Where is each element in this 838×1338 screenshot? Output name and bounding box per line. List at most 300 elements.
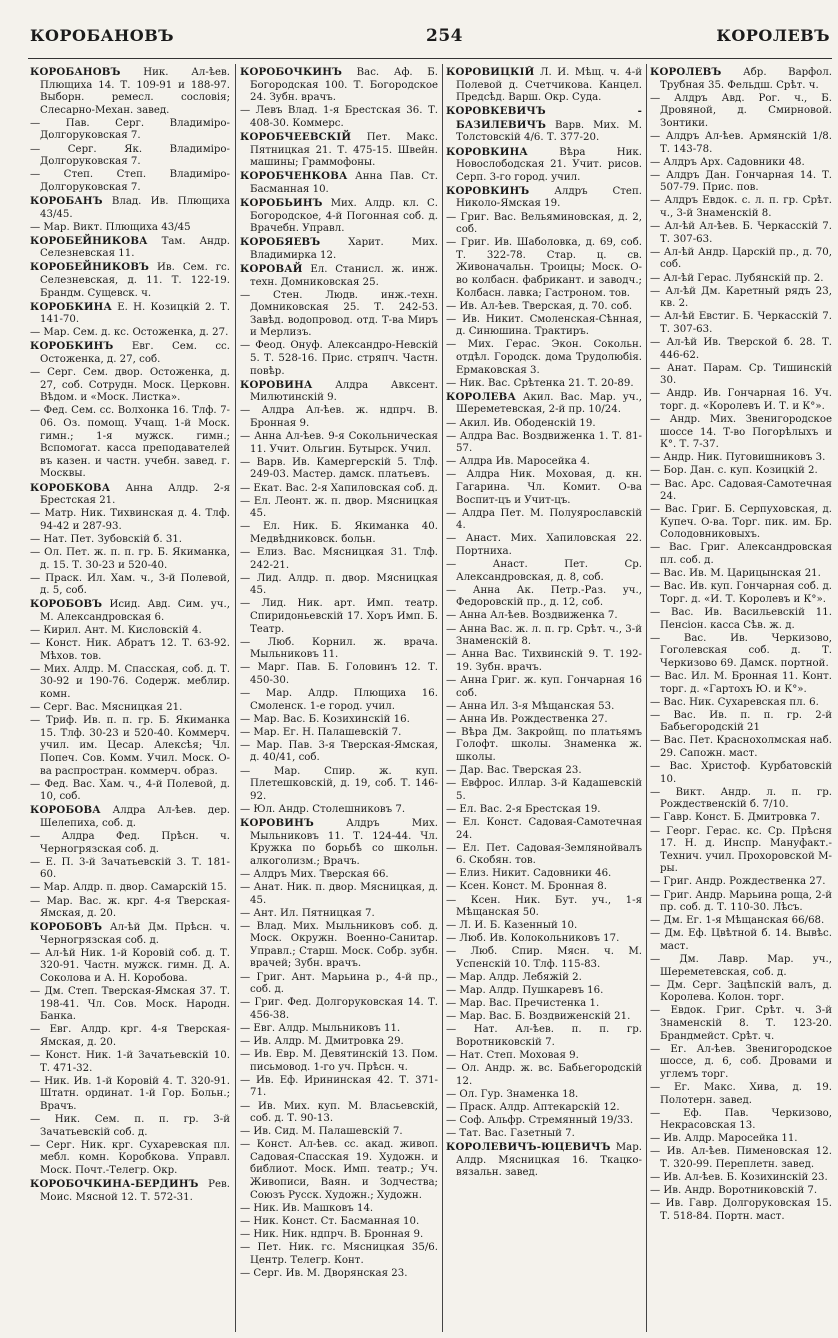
entry-text: — Андр. Ник. Пуговишниковъ 3. bbox=[650, 452, 826, 464]
entry-line bbox=[446, 1024, 642, 1049]
entry-text: — Ив. Андр. Воротниковскій 7. bbox=[650, 1185, 818, 1197]
entry-line bbox=[650, 812, 832, 825]
entry-line bbox=[650, 671, 832, 696]
entry-text: — Дм. Серг. Зацѣпскій валъ, д. Королева. Колон. торг. bbox=[650, 979, 832, 1004]
entry-line bbox=[240, 688, 438, 713]
entry-text: — Л. И. Б. Казенный 10. bbox=[446, 920, 578, 932]
entry-line bbox=[650, 452, 832, 465]
entry-line bbox=[240, 1036, 438, 1049]
entry-text: — Пав. Серг. Владиміро-Долгоруковская 7. bbox=[30, 117, 230, 142]
entry-line bbox=[240, 547, 438, 572]
entry-text: Алдръ Степ. Николо-Ямская 19. bbox=[456, 185, 642, 210]
entry-line bbox=[650, 247, 832, 272]
entry-text: — Серг. Ив. М. Дворянская 23. bbox=[240, 1267, 408, 1279]
entry-surname-heading bbox=[30, 340, 230, 366]
header-rule bbox=[28, 58, 832, 59]
entry-line bbox=[650, 826, 832, 876]
entry-text: — Ив. Алдр. М. Дмитровка 29. bbox=[240, 1036, 404, 1048]
entry-surname-heading bbox=[240, 263, 438, 289]
entry-line bbox=[650, 915, 832, 928]
entry-text: — Алдра Фед. Прѣсн. ч. Черногрязская соб. д. bbox=[30, 831, 230, 855]
entry-line bbox=[30, 222, 230, 235]
entry-surname-heading bbox=[30, 66, 230, 117]
entry-text: — Викт. Андр. л. п. гр. Рождественскій б. 7/10. bbox=[650, 786, 832, 811]
column-separator bbox=[235, 64, 236, 1332]
surname: КОРОБОВЪ bbox=[30, 598, 103, 611]
entry-line bbox=[650, 980, 832, 1005]
entry-line bbox=[240, 340, 438, 378]
entry-text: — Мар. Вас. Б. Воздвиженскій 21. bbox=[446, 1011, 631, 1023]
entry-text: — Алдръ Авд. Рог. ч., Б. Дровяной, д. Смирновой. Зонтики. bbox=[650, 92, 832, 129]
entry-line bbox=[240, 804, 438, 817]
entry-line bbox=[30, 327, 230, 340]
entry-line bbox=[30, 508, 230, 533]
entry-text: — Кирил. Ант. М. Кисловскій 4. bbox=[30, 625, 202, 637]
entry-text: — Анна Ал-ѣев. Воздвиженка 7. bbox=[446, 610, 618, 622]
entry-line bbox=[650, 157, 832, 170]
entry-text: — Елиз. Никит. Садовники 46. bbox=[446, 868, 612, 880]
entry-line bbox=[30, 715, 230, 778]
entry-text: Абр. Варфол. Трубная 35. Фельдш. Срѣт. ч. bbox=[660, 67, 832, 91]
entry-text: — Дм. Лавр. Мар. уч., Шереметевская, соб. д. bbox=[650, 953, 832, 978]
entry-line bbox=[650, 195, 832, 220]
entry-text: — Ал-ѣй Евстиг. Б. Черкасскій 7. Т. 307-63. bbox=[650, 311, 832, 335]
directory-column-3 bbox=[446, 66, 642, 1328]
entry-text: — Анат. Парам. Ср. Тишинскій 30. bbox=[650, 362, 832, 387]
entry-text: — Евг. Алдр. крг. 4-я Тверская-Ямская, д. 20. bbox=[30, 1024, 230, 1049]
entry-text: Пет. Макс. Пятницкая 21. Т. 475-15. Швейн. машины; Граммофоны. bbox=[250, 131, 438, 169]
surname: КОРОБАНОВЪ bbox=[30, 66, 121, 78]
entry-text: — Вас. Пет. Краснохолмская наб. 29. Сапожн. маст. bbox=[650, 735, 832, 759]
entry-text: — Алдръ Мих. Тверская 66. bbox=[240, 868, 389, 880]
entry-line bbox=[30, 702, 230, 715]
entry-line bbox=[240, 1075, 438, 1100]
entry-text: Варв. Мих. М. Толстовскій 4/6. Т. 377-20. bbox=[456, 119, 642, 144]
entry-text: — Ник. Ив. Машковъ 14. bbox=[240, 1202, 374, 1214]
entry-text: — Ал-ѣй Герас. Лубянскій пр. 2. bbox=[650, 272, 824, 284]
entry-text: Исид. Авд. Сим. уч., М. Александровская 6. bbox=[40, 599, 230, 623]
entry-line bbox=[240, 1216, 438, 1229]
entry-line bbox=[240, 882, 438, 907]
entry-text: — Триф. Ив. п. п. гр. Б. Якиманка 15. Тлф. 30-23 и 520-40. Коммерч. учил. им. Цесар. Алексѣя; Чл. Попеч. Сов. Комм. Учил. Моск. О-ва распростран. коммерч. образ. bbox=[30, 715, 230, 777]
entry-text: — Ник. Ив. 1-й Коровій 4. Т. 320-91. Штатн. ординат. 1-й Гор. Больн.; Врачъ. bbox=[30, 1075, 230, 1112]
entry-text: — Лид. Ник. арт. Имп. театр. Спиридоньевскій 17. Хоръ Имп. Б. Театр. bbox=[240, 598, 438, 635]
entry-line bbox=[446, 508, 642, 533]
entry-text: — Фед. Сем. сс. Волхонка 16. Тлф. 7-06. Оз. помощ. Учащ. 1-й Моск. гимн.; 1-я мужск. гимн.; Вспомогат. касса преподавателей въ казен. и частн. учебн. завед. г. Москвы. bbox=[30, 405, 230, 480]
entry-surname-heading bbox=[240, 170, 438, 196]
surname: КОРОБОЧКИНА-БЕРДИНЪ bbox=[30, 1178, 199, 1191]
entry-line bbox=[446, 868, 642, 881]
entry-text: — Люб. Ив. Колокольниковъ 17. bbox=[446, 933, 620, 945]
entry-text: — Люб. Спир. Мясн. ч. М. Успенскій 10. Тлф. 115-83. bbox=[446, 946, 642, 970]
entry-surname-heading bbox=[240, 379, 438, 405]
entry-line bbox=[650, 221, 832, 246]
entry-text: — Гавр. Конст. Б. Дмитровка 7. bbox=[650, 812, 820, 824]
entry-text: — Евдок. Григ. Срѣт. ч. 3-й Знаменскій 8. Т. 123-20. Брандмейст. Срѣт. ч. bbox=[650, 1005, 832, 1042]
entry-line bbox=[650, 697, 832, 710]
entry-line bbox=[446, 1089, 642, 1102]
entry-text: — Вас. Ив. М. Царицынская 21. bbox=[650, 568, 821, 580]
entry-line bbox=[650, 710, 832, 735]
entry-text: — Анаст. Мих. Хапиловская 22. Портниха. bbox=[446, 533, 642, 557]
surname: КОРОБЕЙНИКОВА bbox=[30, 234, 148, 247]
entry-text: — Григ. Ант. Марьина р., 4-й пр., соб. д. bbox=[240, 971, 438, 996]
entry-line bbox=[30, 405, 230, 481]
entry-text: — Григ. Вас. Вельяминовская, д. 2, соб. bbox=[446, 211, 642, 236]
entry-text: — Ник. Ник. ндпрч. В. Бронная 9. bbox=[240, 1228, 424, 1240]
entry-text: Акил. Вас. Мар. уч., Шереметевская, 2-й пр. 10/24. bbox=[456, 391, 642, 416]
entry-text: — Левъ Влад. 1-я Брестская 36. Т. 408-30. Коммерс. bbox=[240, 105, 438, 129]
entry-surname-heading bbox=[446, 1141, 642, 1180]
entry-text: — Елиз. Вас. Мясницкая 31. Тлф. 242-21. bbox=[240, 546, 438, 571]
surname: КОРОБОЧКИНЪ bbox=[240, 66, 343, 78]
entry-text: — Григ. Ив. Шаболовка, д. 69, соб. Т. 322-78. Стар. ц. св. Живоначальн. Троицы; Моск. О-во колбасн. фабрикант. и заводч.; Колбасн. лавка; Гастроном. тов. bbox=[446, 237, 642, 299]
entry-line bbox=[240, 290, 438, 340]
entry-text: Мих. Алдр. кл. С. Богородское, 4-й Погонная соб. д. Врачебн. Управл. bbox=[250, 197, 438, 235]
entry-text: — Феод. Онуф. Александро-Невскій 5. Т. 528-16. Прис. стряпч. Частн. повѣр. bbox=[240, 340, 438, 377]
entry-text: — Вас. Христоф. Курбатовскій 10. bbox=[650, 761, 832, 785]
entry-line bbox=[30, 857, 230, 882]
entry-line bbox=[650, 1133, 832, 1146]
entry-text: — Ел. Леонт. ж. п. двор. Мясницкая 45. bbox=[240, 495, 438, 520]
entry-line bbox=[30, 896, 230, 921]
entry-line bbox=[650, 1198, 832, 1223]
entry-surname-heading bbox=[240, 66, 438, 105]
entry-text: Рев. Моис. Мясной 12. Т. 572-31. bbox=[40, 1179, 230, 1203]
entry-line bbox=[240, 740, 438, 765]
surname: КОРОВИНА bbox=[240, 378, 313, 391]
entry-line bbox=[30, 118, 230, 143]
entry-text: — Вас. Арс. Садовая-Самотечная 24. bbox=[650, 478, 832, 503]
entry-surname-heading bbox=[240, 131, 438, 170]
surname: КОРОБОВЪ bbox=[30, 921, 103, 934]
entry-text: — Лид. Алдр. п. двор. Мясницкая 45. bbox=[240, 572, 438, 597]
entry-line bbox=[240, 1101, 438, 1126]
entry-text: — Алдръ Ал-ѣев. Армянскій 1/8. Т. 143-78. bbox=[650, 130, 832, 155]
surname: КОРОБЧЕЕВСКІЙ bbox=[240, 130, 352, 143]
entry-text: — Серг. Сем. двор. Остоженка, д. 27, соб. Сотрудн. Моск. Церковн. Вѣдом. и «Моск. Листка». bbox=[30, 367, 230, 404]
entry-surname-heading bbox=[446, 391, 642, 417]
entry-line bbox=[446, 972, 642, 985]
entry-line bbox=[240, 1268, 438, 1281]
surname: КОРОБЬИНЪ bbox=[240, 196, 323, 209]
entry-text: — Ел. Вас. 2-я Брестская 19. bbox=[446, 803, 601, 815]
entry-text: — Мар. Вас. ж. крг. 4-я Тверская-Ямская, д. 20. bbox=[30, 895, 230, 920]
entry-line bbox=[650, 633, 832, 671]
entry-text: Алдра Ал-ѣев. дер. Шелепиха, соб. д. bbox=[40, 805, 230, 829]
surname: КОРОВИЦКІЙ bbox=[446, 66, 535, 78]
entry-text: — Екат. Вас. 2-я Хапиловская соб. д. bbox=[240, 482, 438, 494]
entry-text: — Дм. Ег. 1-я Мѣщанская 66/68. bbox=[650, 915, 825, 927]
entry-text: — Алдръ Арх. Садовники 48. bbox=[650, 156, 805, 168]
entry-line bbox=[446, 649, 642, 674]
entry-surname-heading bbox=[30, 804, 230, 830]
entry-line bbox=[30, 1076, 230, 1114]
entry-line bbox=[650, 311, 832, 336]
entry-line bbox=[446, 418, 642, 431]
entry-text: — Ол. Андр. ж. вс. Бабьегородскій 12. bbox=[446, 1063, 642, 1087]
entry-text: — Мар. Спир. ж. куп. Плетешковскій, д. 19, соб. Т. 146-92. bbox=[240, 765, 438, 802]
entry-text: Ел. Станисл. ж. инж. техн. Домниковская 25. bbox=[250, 263, 438, 288]
surname: КОРОВКИНА bbox=[446, 145, 528, 158]
entry-line bbox=[650, 273, 832, 286]
entry-line bbox=[30, 625, 230, 638]
entry-line bbox=[446, 1102, 642, 1115]
entry-text: Евг. Сем. сс. Остоженка, д. 27, соб. bbox=[40, 341, 230, 366]
entry-text: — Ол. Пет. ж. п. п. гр. Б. Якиманка, д. 15. Т. 30-23 и 520-40. bbox=[30, 546, 230, 571]
surname: КОРОЛЕВЪ bbox=[650, 66, 722, 78]
entry-text: — Ив. Сид. М. Палашевскій 7. bbox=[240, 1126, 403, 1138]
surname: КОРОВАЙ bbox=[240, 262, 303, 275]
entry-line bbox=[650, 1082, 832, 1107]
entry-text: — Е. П. 3-й Зачатьевскій 3. Т. 181-60. bbox=[30, 856, 230, 881]
entry-text: — Мар. Вас. Б. Козихинскій 16. bbox=[240, 713, 410, 725]
surname: КОРОВКЕВИЧЪ - БАЗИЛЕВИЧЪ bbox=[446, 105, 642, 131]
entry-line bbox=[650, 928, 832, 953]
entry-line bbox=[30, 169, 230, 194]
entry-text: — Алдра Ник. Моховая, д. кн. Гагарина. Чл. Комит. О-ва Воспит-цъ и Учит-цъ. bbox=[446, 469, 642, 506]
entry-text: — Дм. Степ. Тверская-Ямская 37. Т. 198-41. Чл. Сов. Моск. Народн. Банка. bbox=[30, 986, 230, 1023]
entry-surname-heading bbox=[30, 482, 230, 508]
entry-line bbox=[650, 1172, 832, 1185]
entry-text: — Ел. Пет. Садовая-Землянойвалъ 6. Скобян. тов. bbox=[446, 842, 642, 867]
entry-line bbox=[446, 817, 642, 842]
entry-text: Харит. Мих. Владимирка 12. bbox=[250, 237, 438, 261]
entry-line bbox=[650, 1044, 832, 1082]
entry-text: — Ив. Евр. М. Девятинскій 13. Пом. письмовод. 1-го уч. Прѣсн. ч. bbox=[240, 1049, 438, 1073]
entry-line bbox=[650, 479, 832, 504]
entry-text: — Ел. Конст. Садовая-Самотечная 24. bbox=[446, 816, 642, 841]
entry-line bbox=[240, 405, 438, 430]
entry-line bbox=[240, 869, 438, 882]
directory-column-2 bbox=[240, 66, 438, 1328]
entry-text: — Евфрос. Иллар. 3-й Кадашевскій 5. bbox=[446, 778, 642, 802]
entry-text: — Вас. Ив. п. п. гр. 2-й Бабьегородскій 21 bbox=[650, 709, 832, 734]
entry-text: — Варв. Ив. Камергерскій 5. Тлф. 249-03. Мастер. дамск. платьевъ. bbox=[240, 456, 438, 481]
entry-text: — Мар. Вас. Пречистенка 1. bbox=[446, 998, 600, 1010]
entry-line bbox=[30, 638, 230, 663]
entry-text: — Люб. Корнил. ж. врача. Мыльниковъ 11. bbox=[240, 636, 438, 661]
entry-line bbox=[446, 714, 642, 727]
entry-text: — Ол. Гур. Знаменка 18. bbox=[446, 1088, 579, 1100]
entry-line bbox=[650, 876, 832, 889]
entry-text: — Конст. Ник. 1-й Зачатьевскій 10. Т. 471-32. bbox=[30, 1050, 230, 1074]
entry-line bbox=[446, 378, 642, 391]
entry-text: Ив. Сем. гс. Селезневская, д. 11. Т. 122-19. Брандм. Сущевск. ч. bbox=[40, 262, 230, 299]
directory-column-1 bbox=[30, 66, 230, 1328]
entry-text: — Ал-ѣй Андр. Царскій пр., д. 70, соб. bbox=[650, 246, 832, 271]
entry-line bbox=[650, 890, 832, 915]
entry-text: — Алдра Пет. М. Полуярославскій 4. bbox=[446, 507, 642, 532]
entry-line bbox=[240, 1229, 438, 1242]
entry-text: — Вас. Григ. Александровская пл. соб. д. bbox=[650, 542, 832, 567]
entry-text: — Алдръ Евдок. с. л. п. гр. Срѣт. ч., 3-й Знаменскій 8. bbox=[650, 195, 832, 220]
entry-line bbox=[446, 469, 642, 507]
entry-line bbox=[240, 921, 438, 971]
entry-line bbox=[240, 972, 438, 997]
entry-text: — Алдръ Дан. Гончарная 14. Т. 507-79. Прис. пов. bbox=[650, 169, 832, 194]
entry-text: — Ив. Алдр. Маросейка 11. bbox=[650, 1133, 798, 1145]
entry-line bbox=[650, 1108, 832, 1133]
entry-text: — Ксен. Ник. Бут. уч., 1-я Мѣщанская 50. bbox=[446, 894, 642, 919]
entry-text: Алдра Авксент. Милютинскій 9. bbox=[250, 379, 438, 404]
entry-text: — Ел. Ник. Б. Якиманка 40. Медвѣдниковск. больн. bbox=[240, 521, 438, 545]
entry-text: Мар. Алдр. Мясницкая 16. Ткацко-вязальн. завед. bbox=[456, 1142, 642, 1179]
entry-line bbox=[240, 521, 438, 546]
entry-line bbox=[650, 607, 832, 632]
entry-line bbox=[446, 804, 642, 817]
entry-text: — Алдра Ал-ѣев. ж. ндпрч. В. Бронная 9. bbox=[240, 405, 438, 430]
entry-text: — Анна Ил. 3-я Мѣщанская 53. bbox=[446, 700, 615, 712]
entry-line bbox=[30, 144, 230, 169]
entry-line bbox=[240, 1023, 438, 1036]
entry-text: — Вас. Ив. куп. Гончарная соб. д. Торг. д. «И. Т. Королевъ и К°». bbox=[650, 581, 832, 605]
entry-text: — Ксен. Конст. М. Бронная 8. bbox=[446, 881, 608, 893]
entry-text: Е. Н. Козицкій 2. Т. 141-70. bbox=[40, 301, 230, 326]
entry-line bbox=[240, 1242, 438, 1267]
entry-line bbox=[30, 573, 230, 598]
entry-line bbox=[650, 1146, 832, 1171]
entry-line bbox=[30, 1050, 230, 1075]
entry-surname-heading bbox=[30, 301, 230, 327]
entry-text: — Ив. Никит. Смоленская-Сѣнная, д. Синюшина. Трактиръ. bbox=[446, 313, 642, 338]
page-number: 254 bbox=[426, 26, 463, 46]
entry-line bbox=[30, 882, 230, 895]
entry-text: — Ник. Конст. Ст. Басманная 10. bbox=[240, 1215, 420, 1227]
entry-line bbox=[240, 997, 438, 1022]
entry-text: — Ал-ѣй Ник. 1-й Коровій соб. д. Т. 320-91. Частн. мужск. гимн. Д. А. Соколова и А. Н. Коробова. bbox=[30, 947, 230, 985]
entry-line bbox=[240, 431, 438, 456]
entry-text: Вѣра Ник. Новослободская 21. Учит. рисов. Серп. 3-го город. учил. bbox=[456, 146, 642, 183]
entry-text: — Еф. Пав. Черкизово, Некрасовская 13. bbox=[650, 1107, 832, 1132]
entry-text: Там. Андр. Селезневская 11. bbox=[40, 235, 230, 260]
surname: КОРОВКИНЪ bbox=[446, 184, 530, 197]
entry-line bbox=[240, 105, 438, 130]
entry-text: — Вас. Ил. М. Бронная 11. Конт. торг. д. «Гартохъ Ю. и К°». bbox=[650, 670, 832, 695]
entry-surname-heading bbox=[30, 598, 230, 624]
entry-text: — Ал-ѣй Дм. Каретный рядъ 23, кв. 2. bbox=[650, 285, 832, 310]
column-separator bbox=[442, 64, 443, 1332]
entry-text: — Конст. Ник. Абратъ 12. Т. 63-92. Мѣхов. тов. bbox=[30, 638, 230, 662]
entry-line bbox=[240, 1203, 438, 1216]
entry-text: — Анна Вас. Тихвинскій 9. Т. 192-19. Зубн. врачъ. bbox=[446, 649, 642, 673]
entry-line bbox=[650, 337, 832, 362]
entry-line bbox=[240, 598, 438, 636]
entry-line bbox=[446, 895, 642, 920]
entry-text: — Праск. Алдр. Аптекарскій 12. bbox=[446, 1102, 620, 1113]
header-left-surname: КОРОБАНОВЪ bbox=[30, 26, 175, 45]
entry-line bbox=[30, 534, 230, 547]
entry-text: — Мар. Алдр. Пушкаревъ 16. bbox=[446, 985, 604, 997]
entry-line bbox=[446, 610, 642, 623]
entry-line bbox=[446, 998, 642, 1011]
entry-surname-heading bbox=[240, 197, 438, 236]
entry-line bbox=[446, 585, 642, 610]
entry-text: Анна Алдр. 2-я Брестская 21. bbox=[40, 482, 230, 507]
entry-line bbox=[650, 761, 832, 786]
entry-text: — Стен. Людв. инж.-техн. Домниковская 25. Т. 242-53. Завѣд. водопровод. отд. Т-ва Миръ и Мерлизъ. bbox=[240, 289, 438, 339]
entry-line bbox=[446, 1050, 642, 1063]
entry-line bbox=[446, 456, 642, 469]
entry-text: — Соф. Альфр. Стремянный 19/33. bbox=[446, 1115, 634, 1127]
entry-line bbox=[240, 1139, 438, 1202]
entry-text: — Дм. Еф. Цвѣтной б. 14. Вывѣс. маст. bbox=[650, 928, 832, 952]
entry-text: — Тат. Вас. Газетный 7. bbox=[446, 1128, 575, 1140]
entry-line bbox=[240, 637, 438, 662]
entry-text: — Мар. Викт. Плющиха 43/45 bbox=[30, 221, 191, 233]
entry-line bbox=[30, 547, 230, 572]
entry-text: Алдръ Мих. Мыльниковъ 11. Т. 124-44. Чл. Кружка по борьбѣ со школьн. алкоголизм.; Врачъ. bbox=[250, 817, 438, 867]
entry-text: — Анна Вас. ж. л. п. гр. Срѣт. ч., 3-й Знаменскій 8. bbox=[446, 623, 642, 648]
entry-line bbox=[446, 881, 642, 894]
entry-line bbox=[446, 1115, 642, 1128]
entry-surname-heading bbox=[446, 185, 642, 211]
entry-line bbox=[650, 787, 832, 812]
entry-text: — Ив. Ал-ѣев. Тверская, д. 70. соб. bbox=[446, 300, 633, 312]
entry-line bbox=[240, 1126, 438, 1139]
entry-text: — Пет. Ник. гс. Мясницкая 35/6. Центр. Телегр. Конт. bbox=[240, 1242, 438, 1266]
entry-text: — Ал-ѣй Ал-ѣев. Б. Черкасскій 7. Т. 307-63. bbox=[650, 221, 832, 245]
entry-line bbox=[650, 465, 832, 478]
entry-text: — Анна Ив. Рождественка 27. bbox=[446, 713, 608, 725]
entry-text: — Анна Григ. ж. куп. Гончарная 16 соб. bbox=[446, 674, 642, 699]
surname: КОРОБЧЕНКОВА bbox=[240, 170, 348, 183]
entry-surname-heading bbox=[30, 195, 230, 221]
entry-line bbox=[240, 496, 438, 521]
entry-text: — Влад. Мих. Мыльниковъ соб. д. Моск. Окружн. Военно-Санитар. Управл.; Старш. Моск. Собр. зубн. врачей; Зубн. врачъ. bbox=[240, 920, 438, 970]
surname: КОРОБОВА bbox=[30, 804, 101, 817]
entry-text: — Бор. Дан. с. куп. Козицкій 2. bbox=[650, 465, 818, 477]
entry-text: — Нат. Степ. Моховая 9. bbox=[446, 1050, 579, 1062]
entry-line bbox=[446, 1128, 642, 1141]
entry-line bbox=[446, 212, 642, 237]
entry-surname-heading bbox=[446, 66, 642, 105]
entry-text: — Ег. Макс. Хива, д. 19. Полотерн. завед. bbox=[650, 1081, 832, 1106]
entry-surname-heading bbox=[30, 1178, 230, 1204]
entry-text: — Серг. Вас. Мясницкая 21. bbox=[30, 702, 183, 714]
entry-text: — Вѣра Дм. Закройщ. по платьямъ Голофт. школы. Знаменка ж. школы. bbox=[446, 726, 642, 763]
entry-line bbox=[446, 301, 642, 314]
entry-line bbox=[446, 339, 642, 377]
entry-line bbox=[650, 93, 832, 131]
entry-text: — Ант. Ил. Пятницкая 7. bbox=[240, 907, 375, 919]
entry-text: — Дар. Вас. Тверская 23. bbox=[446, 765, 582, 777]
entry-text: — Анат. Ник. п. двор. Мясницкая, д. 45. bbox=[240, 881, 438, 906]
header-right-surname: КОРОЛЕВЪ bbox=[716, 26, 830, 45]
entry-text: — Ив. Мих. куп. М. Власьевскій, соб. д. Т. 90-13. bbox=[240, 1100, 438, 1125]
entry-line bbox=[650, 170, 832, 195]
entry-text: — Алдра Ив. Маросейка 4. bbox=[446, 456, 590, 468]
entry-line bbox=[446, 431, 642, 456]
entry-text: — Григ. Фед. Долгоруковская 14. Т. 456-38. bbox=[240, 997, 438, 1021]
entry-line bbox=[240, 457, 438, 482]
entry-line bbox=[650, 954, 832, 979]
entry-line bbox=[650, 504, 832, 542]
entry-line bbox=[446, 933, 642, 946]
entry-text: — Степ. Степ. Владиміро-Долгоруковская 7. bbox=[30, 169, 230, 193]
entry-line bbox=[30, 1114, 230, 1139]
entry-text: Анна Пав. Ст. Басманная 10. bbox=[250, 171, 438, 195]
entry-surname-heading bbox=[650, 66, 832, 92]
entry-text: — Вас. Ив. Черкизово, Гоголевская соб. д. Т. Черкизово 69. Дамск. портной. bbox=[650, 632, 832, 669]
entry-line bbox=[240, 766, 438, 804]
entry-line bbox=[446, 675, 642, 700]
entry-text: — Матр. Ник. Тихвинская д. 4. Тлф. 94-42 и 287-93. bbox=[30, 508, 230, 532]
entry-line bbox=[650, 363, 832, 388]
entry-text: — Алдра Вас. Воздвиженка 1. Т. 81-57. bbox=[446, 430, 642, 455]
entry-text: — Георг. Герас. кс. Ср. Прѣсня 17. Н. д. Инспр. Мануфакт.-Технич. учил. Прохоровской М-ры. bbox=[650, 825, 832, 875]
entry-text: Л. И. Мѣщ. ч. 4-й Полевой д. Счетчикова. Канцел. Предсѣд. Варш. Окр. Суда. bbox=[456, 67, 642, 104]
